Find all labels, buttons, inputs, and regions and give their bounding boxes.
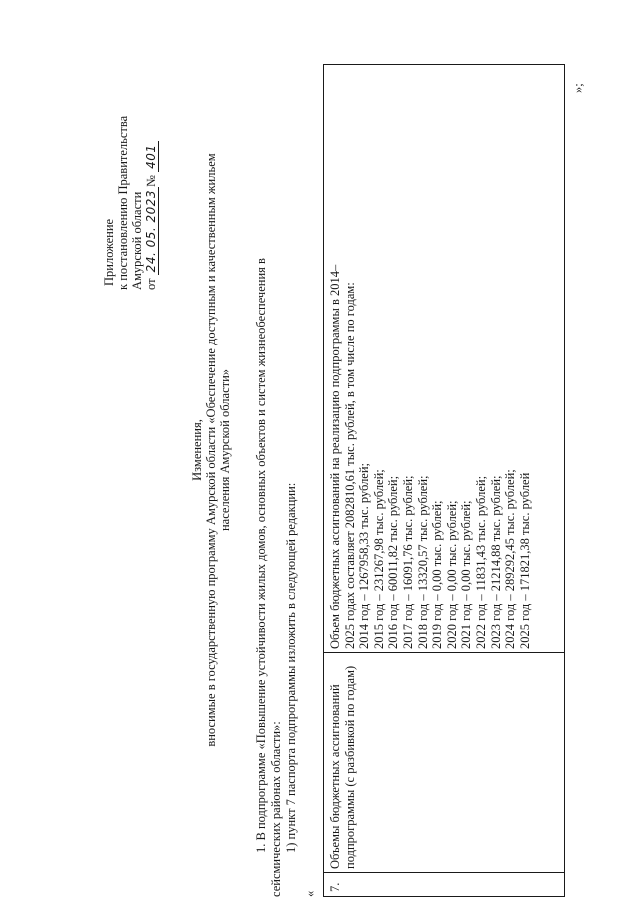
year-line: 2025 год – 171821,38 тыс. рублей	[517, 472, 532, 649]
col-divider-2	[324, 652, 564, 653]
close-quote: »;	[571, 83, 585, 93]
appendix-line3: Амурской области	[130, 191, 144, 290]
appendix-line2: к постановлению Правительства	[116, 115, 130, 290]
year-line: 2018 год – 13320,57 тыс. рублей;	[415, 475, 430, 649]
date-prefix: от	[144, 278, 158, 290]
label-line2: подпрограммы (с разбивкой по годам)	[342, 665, 357, 869]
year-line: 2020 год – 0,00 тыс. рублей;	[444, 500, 459, 649]
date-value: 24. 05. 2023	[144, 187, 159, 275]
appendix-block	[102, 50, 158, 290]
heading-line2: вносимые в государственную программу Амурской области «Обеспечение доступным и качественным жильем	[204, 153, 218, 747]
year-line: 2017 год – 16091,76 тыс. рублей;	[400, 475, 415, 649]
year-line: 2021 год – 0,00 тыс. рублей;	[459, 500, 474, 649]
heading-title: Изменения,	[190, 419, 204, 481]
heading-line3: населения Амурской области»	[218, 368, 232, 532]
year-line: 2016 год – 60011,82 тыс. рублей;	[386, 475, 401, 649]
label-line1: Объемы бюджетных ассигнований	[328, 684, 342, 869]
para1-line2: сейсмических районах области»:	[269, 721, 283, 897]
value-intro-line2: 2025 годах составляет 2082810,61 тыс. рублей, в том числе по годам:	[342, 282, 357, 649]
year-line: 2023 год – 21214,88 тыс. рублей;	[488, 475, 503, 649]
label-cell	[328, 666, 357, 869]
appendix-date-line	[144, 50, 158, 290]
col-divider-1	[324, 872, 564, 873]
year-line: 2015 год – 231267,98 тыс. рублей;	[371, 469, 386, 649]
number-prefix: №	[144, 175, 158, 187]
appendix-title: Приложение	[102, 218, 116, 286]
number-value: 401	[144, 142, 159, 172]
value-intro-line1: Объем бюджетных ассигнований на реализацию подпрограммы в 2014–	[328, 264, 342, 649]
year-line: 2019 год – 0,00 тыс. рублей;	[430, 500, 445, 649]
item1: 1) пункт 7 паспорта подпрограммы изложить в следующей редакции:	[284, 482, 298, 853]
row-number: 7.	[328, 882, 342, 892]
year-line: 2024 год – 289292,45 тыс. рублей;	[503, 469, 518, 649]
passport-table	[323, 64, 565, 897]
para1-line1: 1. В подпрограмме «Повышение устойчивости жилых домов, основных объектов и систем жизнеобеспечения в	[254, 258, 268, 853]
value-cell	[328, 265, 532, 649]
open-quote: «	[303, 890, 317, 897]
year-line: 2014 год – 1267958,33 тыс. рублей;	[357, 462, 372, 649]
year-line: 2022 год – 11831,43 тыс. рублей;	[473, 475, 488, 649]
